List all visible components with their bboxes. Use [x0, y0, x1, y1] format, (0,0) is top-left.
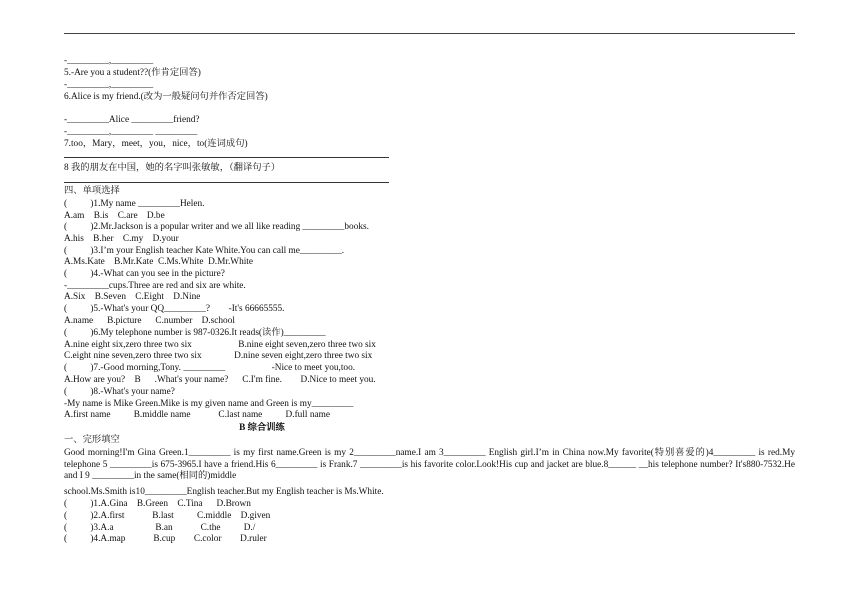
- mc-options-8: A.first name B.middle name C.last name D.full name: [64, 410, 330, 420]
- cloze-passage: Good morning!I'm Gina Green.1_________ is my first name.Green is my 2_________name.I am 3_________ English girl.I’m in China now.My favorite(特别喜爱的)4_________ is red.My telephone 5 _________is 675-3965.I have a friend.His 6_________ is Frank.7 _________is his favorite color.Look!His cup and jacket are blue.8______ __his telephone number? It's880-7532.He and I 9 _________in the same(相同的)middle: [64, 448, 795, 481]
- mc-question-1: ( )1.My name _________Helen.: [64, 199, 205, 209]
- mc-options-6-row2: C.eight nine seven,zero three two six D.nine seven eight,zero three two six: [64, 351, 373, 361]
- mc-question-2: ( )2.Mr.Jackson is a popular writer and we all like reading _________books.: [64, 222, 369, 232]
- answer-blank-line: -_________,_________: [64, 56, 154, 66]
- mc-options-4: A.Six B.Seven C.Eight D.Nine: [64, 292, 201, 302]
- mc-options-1: A.am B.is C.are D.be: [64, 211, 165, 221]
- cloze-passage-last-line: school.Ms.Smith is10_________English teacher.But my English teacher is Ms.White.: [64, 487, 384, 497]
- mc-question-6: ( )6.My telephone number is 987-0326.It reads(读作)_________: [64, 328, 326, 338]
- mc-question-7: ( )7.-Good morning,Tony. _________ -Nice to meet you,too.: [64, 363, 356, 373]
- mc-question-8: ( )8.-What's your name?: [64, 387, 175, 397]
- cloze-question-4: ( )4.A.map B.cup C.color D.ruler: [64, 534, 267, 544]
- mc-question-3: ( )3.I’m your English teacher Kate White.You can call me_________.: [64, 246, 345, 256]
- answer-underline: [64, 182, 389, 183]
- section-heading: 四、单项选择: [64, 186, 120, 196]
- answer-blank-line: -_________Alice _________friend?: [64, 115, 200, 125]
- mc-options-3: A.Ms.Kate B.Mr.Kate C.Ms.White D.Mr.White: [64, 257, 254, 267]
- cloze-question-3: ( )3.A.a B.an C.the D./: [64, 523, 256, 533]
- mc-question-5: ( )5.-What's your QQ_________? -It's 66665555.: [64, 304, 285, 314]
- mc-question-4-line2: -_________cups.Three are red and six are white.: [64, 281, 246, 291]
- question-7: 7.too，Mary，meet，you，nice，to(连词成句): [64, 139, 248, 149]
- cloze-heading: 一、完形填空: [64, 435, 120, 445]
- mc-options-6-row1: A.nine eight six,zero three two six B.nine eight seven,zero three two six: [64, 340, 376, 350]
- answer-blank-line: -_________,_________: [64, 80, 154, 90]
- page-top-rule: [64, 33, 795, 34]
- answer-underline: [64, 157, 389, 158]
- mc-options-2: A.his B.her C.my D.your: [64, 234, 179, 244]
- question-5: 5.-Are you a student??(作肯定回答): [64, 68, 201, 78]
- question-8: 8 我的朋友在中国，她的名字叫张敏敏，（翻译句子）: [64, 163, 281, 173]
- answer-blank-line: -_________,_________ _________: [64, 127, 198, 137]
- mc-question-8-line2: -My name is Mike Green.Mike is my given name and Green is my_________: [64, 399, 354, 409]
- cloze-question-1: ( )1.A.Gina B.Green C.Tina D.Brown: [64, 499, 251, 509]
- mc-question-4: ( )4.-What can you see in the picture?: [64, 269, 225, 279]
- cloze-question-2: ( )2.A.first B.last C.middle D.given: [64, 511, 271, 521]
- mc-options-7: A.How are you? B .What's your name? C.I'm fine. D.Nice to meet you.: [64, 375, 376, 385]
- section-title-b: B 综合训练: [239, 423, 285, 433]
- question-6: 6.Alice is my friend.(改为一般疑问句并作否定回答): [64, 92, 268, 102]
- mc-options-5: A.name B.picture C.number D.school: [64, 316, 235, 326]
